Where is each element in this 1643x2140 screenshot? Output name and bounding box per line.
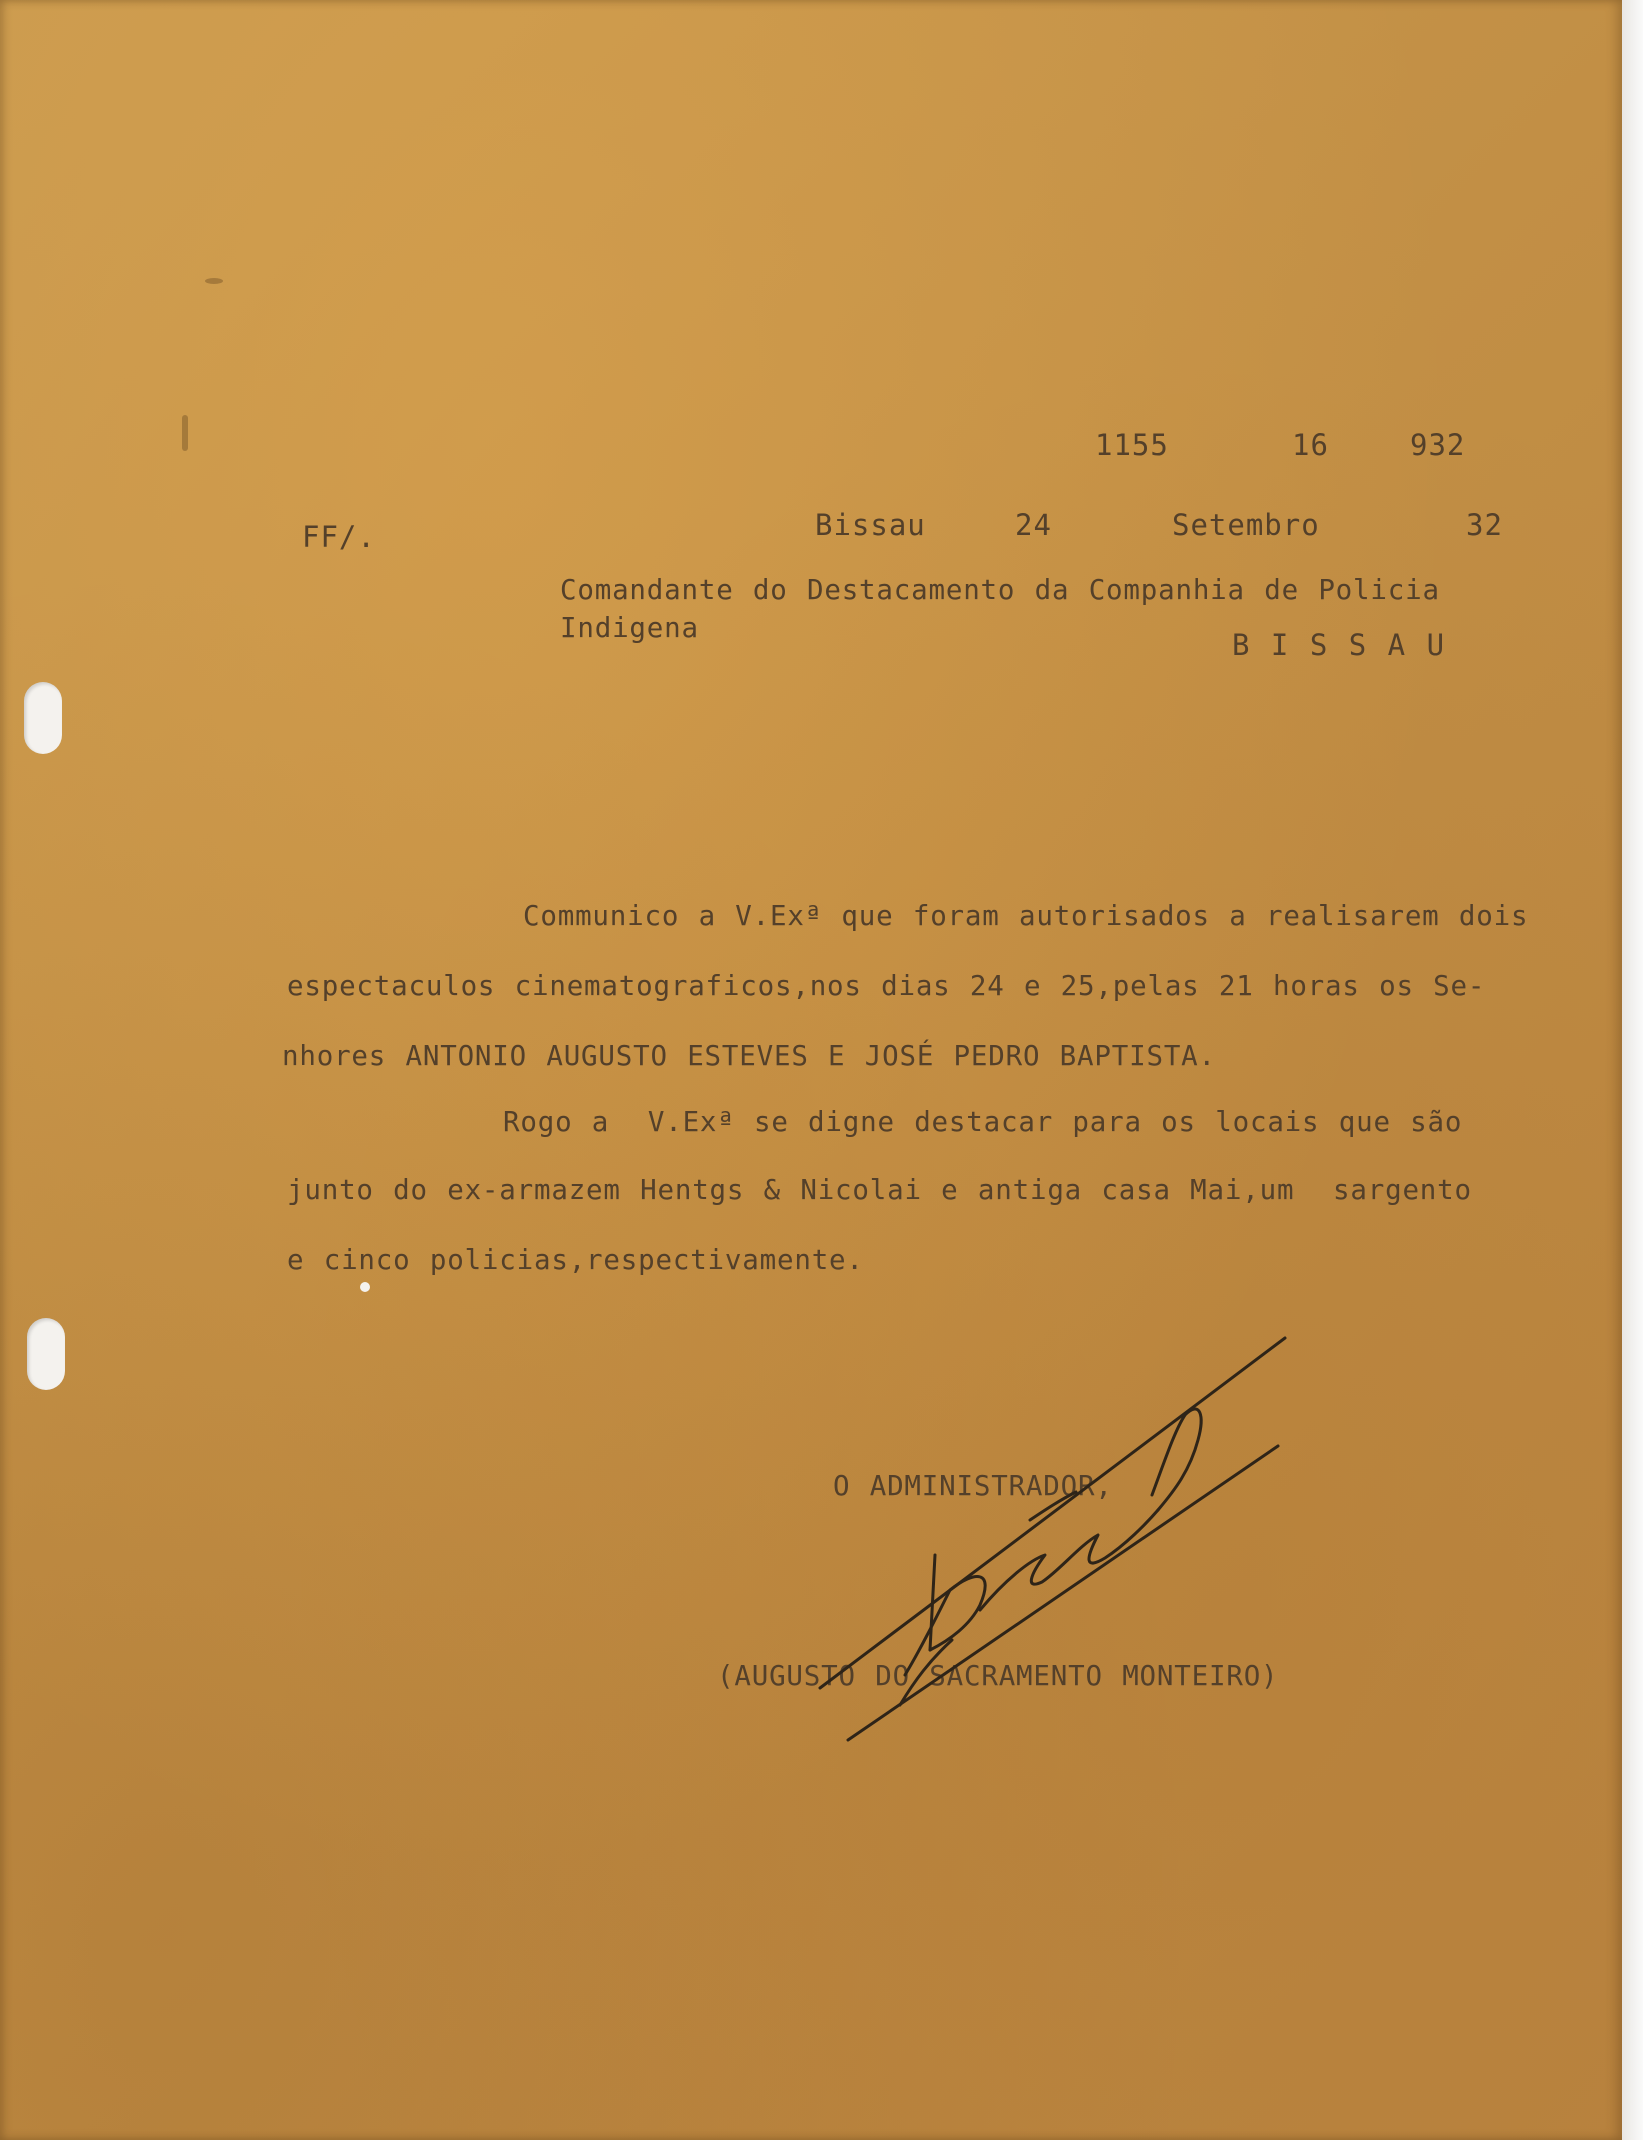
punch-hole-top	[24, 682, 62, 754]
body-line-5: junto do ex-armazem Hentgs & Nicolai e antiga casa Mai,um sargento	[287, 1174, 1472, 1206]
date-month: Setembro	[1172, 508, 1320, 542]
body-line-6: e cinco policias,respectivamente.	[287, 1244, 864, 1276]
punch-hole-bottom	[27, 1318, 65, 1390]
body-line-3: nhores ANTONIO AUGUSTO ESTEVES E JOSÉ PEDRO BAPTISTA.	[282, 1040, 1216, 1072]
handwritten-signature	[780, 1320, 1300, 1760]
paper-speck	[205, 278, 223, 284]
body-line-2: espectaculos cinematograficos,nos dias 24 e 25,pelas 21 horas os Se-	[287, 970, 1486, 1002]
addressee-line-1: Comandante do Destacamento da Companhia de Policia	[560, 574, 1440, 606]
body-line-4: Rogo a V.Exª se digne destacar para os locais que são	[503, 1106, 1463, 1138]
addressee-city: B I S S A U	[1232, 628, 1447, 662]
closing-name: (AUGUSTO DO SACRAMENTO MONTEIRO)	[717, 1660, 1279, 1692]
reference-number: 1155	[1095, 428, 1169, 462]
scan-margin	[1622, 0, 1643, 2140]
paper-hole-small	[360, 1282, 370, 1292]
date-year: 32	[1466, 508, 1503, 542]
addressee-line-2: Indigena	[560, 612, 699, 644]
reference-year: 932	[1410, 428, 1466, 462]
reference-day: 16	[1292, 428, 1329, 462]
date-day: 24	[1015, 508, 1052, 542]
closing-title: O ADMINISTRADOR,	[833, 1470, 1113, 1502]
date-place: Bissau	[815, 508, 926, 542]
body-line-1: Communico a V.Exª que foram autorisados a realisarem dois	[523, 900, 1529, 932]
paper-mark	[182, 415, 188, 451]
sender-initials: FF/.	[302, 520, 376, 554]
